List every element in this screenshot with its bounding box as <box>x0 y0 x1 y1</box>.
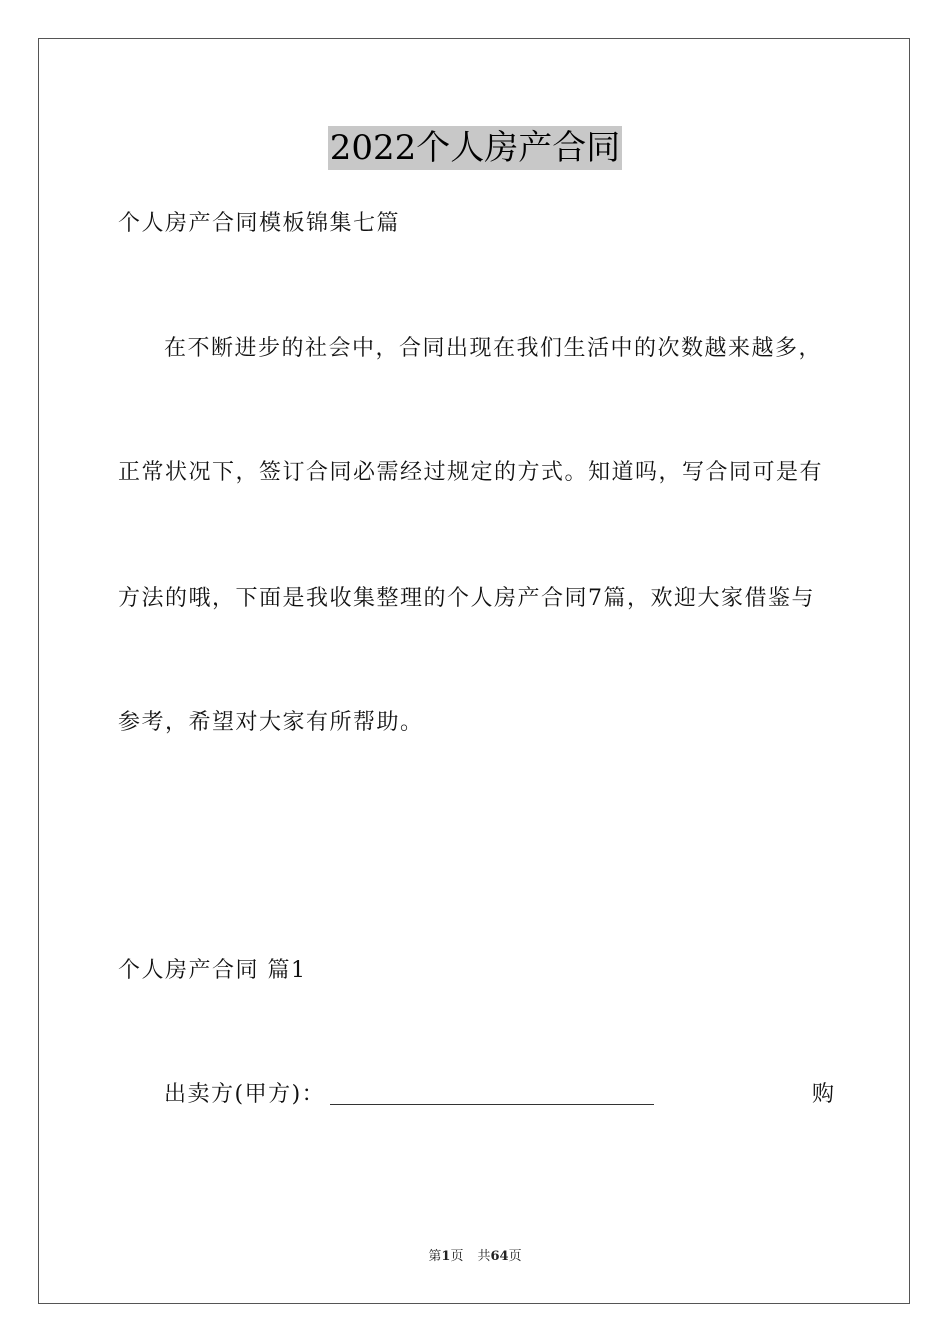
footer-page-prefix: 第 <box>428 1249 442 1264</box>
page-footer <box>0 1248 950 1266</box>
intro-line-3: 方法的哦，下面是我收集整理的个人房产合同7篇，欢迎大家借鉴与 <box>118 586 815 611</box>
intro-line-4: 参考，希望对大家有所帮助。 <box>118 710 424 735</box>
footer-page-number: 1 <box>441 1249 451 1264</box>
document-title: 2022个人房产合同 <box>329 128 621 168</box>
footer-total-prefix: 共 <box>477 1249 491 1264</box>
buyer-label-partial: 购 <box>812 1082 835 1107</box>
section-heading: 个人房产合同 篇1 <box>118 958 307 983</box>
document-subtitle: 个人房产合同模板锦集七篇 <box>118 211 401 236</box>
footer-total-pages: 64 <box>490 1249 509 1264</box>
seller-fill-blank[interactable] <box>330 1104 654 1105</box>
seller-label: 出卖方(甲方)： <box>164 1082 326 1107</box>
footer-page-suffix: 页 <box>450 1249 464 1264</box>
title-container <box>0 126 950 170</box>
intro-line-1: 在不断进步的社会中，合同出现在我们生活中的次数越来越多， <box>164 336 823 361</box>
footer-total-suffix: 页 <box>508 1249 522 1264</box>
intro-line-2: 正常状况下，签订合同必需经过规定的方式。知道吗，写合同可是有 <box>118 460 824 485</box>
